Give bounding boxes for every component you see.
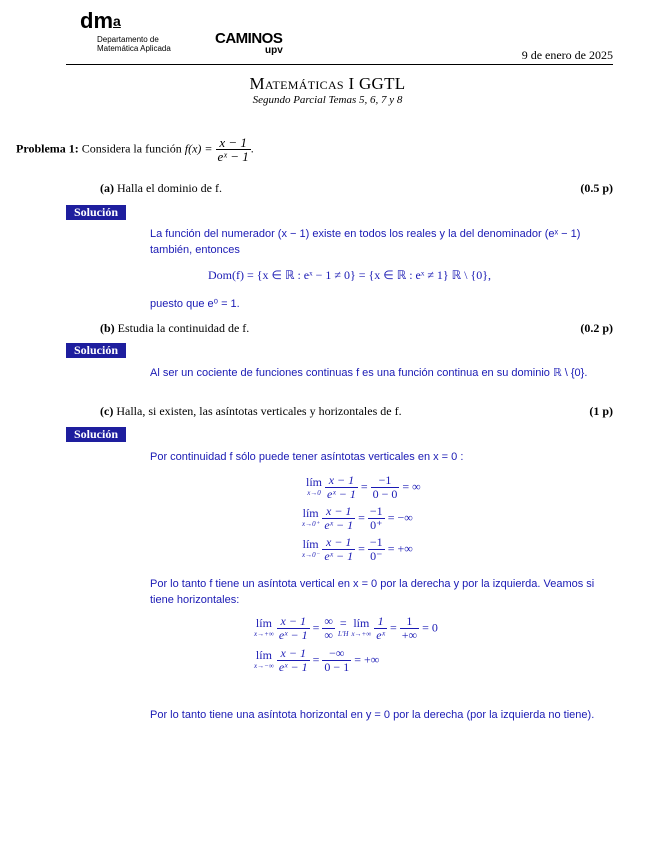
part-b: (b) Estudia la continuidad de f.: [100, 321, 250, 335]
exam-date: 9 de enero de 2025: [521, 48, 613, 62]
dept-name-line1: Departamento de: [97, 35, 159, 44]
part-a: (a) Halla el dominio de f.: [100, 181, 222, 195]
vertical-limit-row: lím x→0⁻ $\frac{x - 1}{\text{eˣ − 1}}$ = $\frac{-1}{0^-}$ = +∞: [302, 535, 413, 563]
part-a-points: (0.5 p): [580, 181, 613, 195]
solution-badge-a: Solución: [66, 205, 126, 220]
dept-logo: $dm^a$: [80, 8, 121, 33]
page-title: Matemáticas I GGTL: [249, 74, 406, 93]
part-a-solution-intro: La función del numerador (x − 1) existe en todos los reales y la del denominador (eˣ − 1) también, entonces: [150, 228, 581, 256]
school-logo: CAMINOS upv: [215, 30, 283, 56]
part-c-points: (1 p): [589, 404, 613, 418]
part-c: (c) Halla, si existen, las asíntotas verticales y horizontales de f.: [100, 404, 402, 418]
horizontal-limit-row-1: lím x→+∞ $\frac{x - 1}{\text{eˣ − 1}}$ = $\frac{\infty}{\infty}$ = L'H lím x→+∞ $\frac{1}{\text{eˣ}}$ = $\frac{1}{+\infty}$ = 0: [254, 614, 438, 642]
header-rule: [66, 64, 613, 65]
part-c-solution-conclusion: Por lo tanto tiene una asíntota horizontal en y = 0 por la derecha (por la izquierda no tiene).: [150, 709, 595, 721]
part-b-points: (0.2 p): [580, 321, 613, 335]
function-fraction: $\frac{x - 1}{\text{eˣ − 1}}$: [217, 135, 249, 164]
page-subtitle: Segundo Parcial Temas 5, 6, 7 y 8: [252, 94, 403, 106]
part-a-solution-outro: puesto que e⁰ = 1.: [150, 298, 240, 310]
function-lhs: f(x) =: [184, 141, 213, 156]
dept-name-line2: Matemática Aplicada: [97, 44, 171, 53]
problem-text: Considera la función: [81, 141, 182, 156]
solution-badge-c: Solución: [66, 427, 126, 442]
solution-badge-b: Solución: [66, 343, 126, 358]
part-c-solution-middle: Por lo tanto f tiene un asíntota vertical en x = 0 por la derecha y por la izquierda. Veamos si tiene horizontales:: [150, 578, 595, 606]
part-c-solution-intro: Por continuidad f sólo puede tener asíntotas verticales en x = 0 :: [150, 451, 464, 463]
part-b-solution-text: Al ser un cociente de funciones continuas f es una función continua en su dominio ℝ \ {0}.: [150, 367, 588, 379]
problem-label: Problema 1:: [16, 141, 79, 156]
dept-name: [97, 35, 171, 53]
vertical-limit-row: lím x→0⁺ $\frac{x - 1}{\text{eˣ − 1}}$ = $\frac{-1}{0^+}$ = −∞: [302, 504, 413, 532]
vertical-limit-row: lím x→0 $\frac{x - 1}{\text{eˣ − 1}}$ = $\frac{-1}{0 - 0}$ = ∞: [306, 473, 421, 501]
part-a-domain-formula: Dom(f) = {x ∈ ℝ : eˣ − 1 ≠ 0} = {x ∈ ℝ : eˣ ≠ 1} ℝ \ {0},: [208, 268, 492, 282]
problem-statement: Problema 1: Considera la función f(x) = $\frac{x - 1}{\text{eˣ − 1}}$ .: [16, 135, 254, 164]
horizontal-limit-row-2: lím x→−∞ $\frac{x - 1}{\text{eˣ − 1}}$ = $\frac{-\infty}{0 - 1}$ = +∞: [254, 646, 380, 674]
